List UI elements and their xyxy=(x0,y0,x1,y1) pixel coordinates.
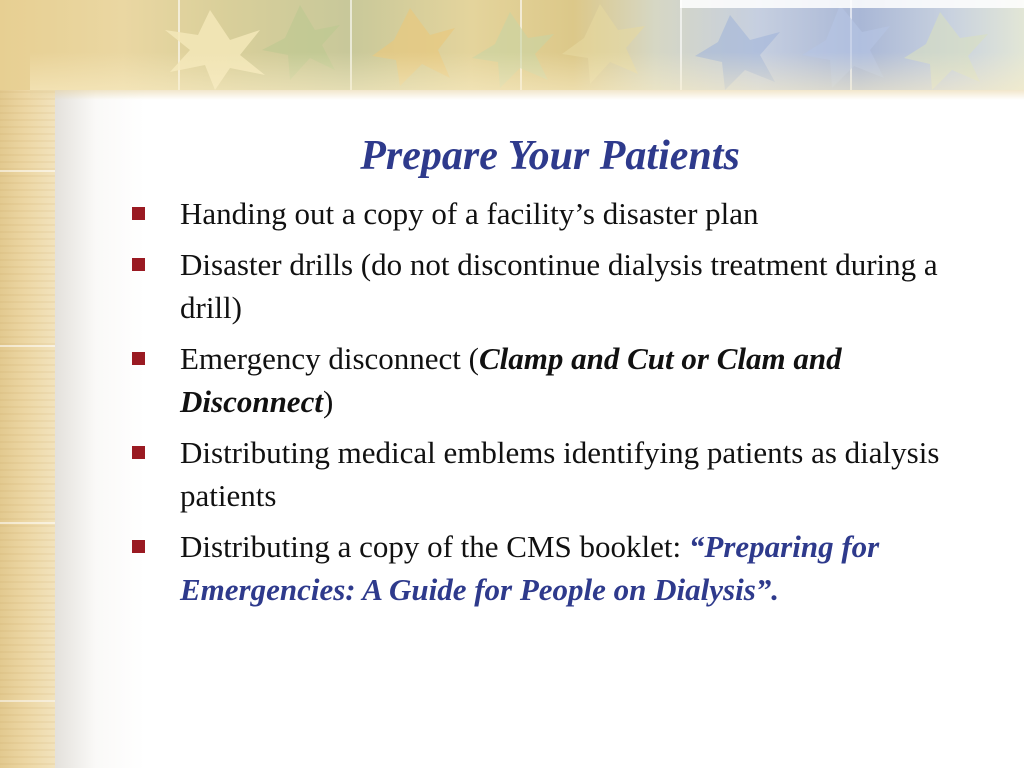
bullet-text: Emergency disconnect ( xyxy=(180,341,479,376)
bullet-text: Disaster drills (do not discontinue dialysis treatment during a drill) xyxy=(180,247,938,325)
strip-divider xyxy=(0,522,55,524)
banner-lower-fade xyxy=(30,90,1024,100)
square-bullet-icon xyxy=(132,258,145,271)
bullet-text: Handing out a copy of a facility’s disaster plan xyxy=(180,196,759,231)
bullet-item xyxy=(128,243,978,329)
bullet-item xyxy=(128,192,978,235)
left-parchment-strip xyxy=(0,0,55,768)
bullet-text: Distributing medical emblems identifying patients as dialysis patients xyxy=(180,435,940,513)
bullet-text-end: ) xyxy=(322,384,334,419)
bullet-item xyxy=(128,431,978,517)
banner-top-edge xyxy=(680,0,1024,8)
bullet-list xyxy=(128,192,978,619)
square-bullet-icon xyxy=(132,540,145,553)
slide-title: Prepare Your Patients xyxy=(360,133,740,179)
square-bullet-icon xyxy=(132,352,145,365)
square-bullet-icon xyxy=(132,207,145,220)
bullet-text: Distributing a copy of the CMS booklet: xyxy=(180,529,689,564)
strip-divider xyxy=(0,345,55,347)
strip-divider xyxy=(0,700,55,702)
booklet-title: “Preparing for Emergencies: A Guide for People on Dialysis”. xyxy=(180,529,880,607)
bullet-item xyxy=(128,337,978,423)
banner-highlight-band xyxy=(30,52,1024,90)
strip-divider xyxy=(0,170,55,172)
square-bullet-icon xyxy=(132,446,145,459)
bullet-item xyxy=(128,525,978,611)
bullet-emphasis: Clamp and Cut or Clam and Disconnect xyxy=(180,341,842,419)
